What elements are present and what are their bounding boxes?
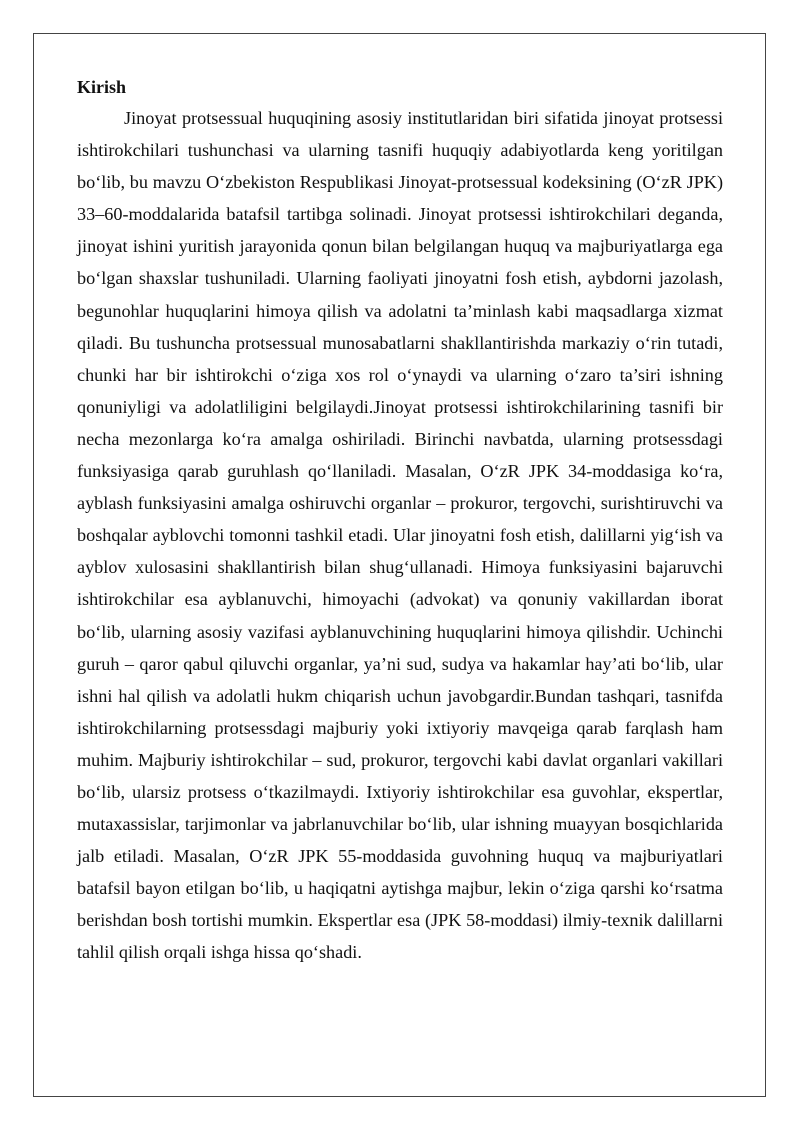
document-body [77,72,723,969]
body-paragraph: Jinoyat protsessual huquqining asosiy institutlaridan biri sifatida jinoyat protsessi ishtirokchilari tushunchasi va ularning tasnifi huquqiy adabiyotlarda keng yoritilgan bo‘lib, bu mavzu O‘zbekiston Respublikasi Jinoyat-protsessual kodeksining (O‘zR JPK) 33–60-moddalarida batafsil tartibga solinadi. Jinoyat protsessi ishtirokchilari deganda, jinoyat ishini yuritish jarayonida qonun bilan belgilangan huquq va majburiyatlarga ega bo‘lgan shaxslar tushuniladi. Ularning faoliyati jinoyatni fosh etish, aybdorni jazolash, begunohlar huquqlarini himoya qilish va adolatni ta’minlash kabi maqsadlarga xizmat qiladi. Bu tushuncha protsessual munosabatlarni shakllantirishda markaziy o‘rin tutadi, chunki har bir ishtirokchi o‘ziga xos rol o‘ynaydi va ularning o‘zaro ta’siri ishning qonuniyligi va adolatliligini belgilaydi.Jinoyat protsessi ishtirokchilarining tasnifi bir necha mezonlarga ko‘ra amalga oshiriladi. Birinchi navbatda, ularning protsessdagi funksiyasiga qarab guruhlash qo‘llaniladi. Masalan, O‘zR JPK 34-moddasiga ko‘ra, ayblash funksiyasini amalga oshiruvchi organlar – prokuror, tergovchi, surishtiruvchi va boshqalar ayblovchi tomonni tashkil etadi. Ular jinoyatni fosh etish, dalillarni yig‘ish va ayblov xulosasini shakllantirish bilan shug‘ullanadi. Himoya funksiyasini bajaruvchi ishtirokchilar esa ayblanuvchi, himoyachi (advokat) va qonuniy vakillardan iborat bo‘lib, ularning asosiy vazifasi ayblanuvchining huquqlarini himoya qilishdir. Uchinchi guruh – qaror qabul qiluvchi organlar, ya’ni sud, sudya va hakamlar hay’ati bo‘lib, ular ishni hal qilish va adolatli hukm chiqarish uchun javobgardir.Bundan tashqari, tasnifda ishtirokchilarning protsessdagi majburiy yoki ixtiyoriy mavqeiga qarab farqlash ham muhim. Majburiy ishtirokchilar – sud, prokuror, tergovchi kabi davlat organlari vakillari bo‘lib, ularsiz protsess o‘tkazilmaydi. Ixtiyoriy ishtirokchilar esa guvohlar, ekspertlar, mutaxassislar, tarjimonlar va jabrlanuvchilar bo‘lib, ular ishning muayyan bosqichlarida jalb etiladi. Masalan, O‘zR JPK 55-moddasida guvohning huquq va majburiyatlari batafsil bayon etilgan bo‘lib, u haqiqatni aytishga majbur, lekin o‘ziga qarshi ko‘rsatma berishdan bosh tortishi mumkin. Ekspertlar esa (JPK 58-moddasi) ilmiy-texnik dalillarni tahlil qilish orqali ishga hissa qo‘shadi. [77,108,723,963]
section-heading: Kirish [77,77,127,97]
